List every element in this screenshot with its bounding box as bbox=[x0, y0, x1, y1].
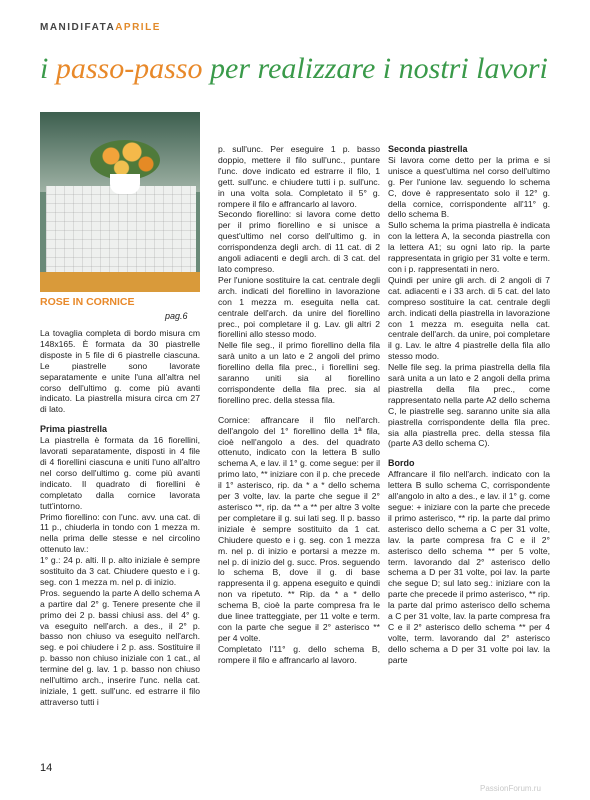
tablecloth-photo bbox=[40, 112, 200, 292]
page-title: i passo-passo per realizzare i nostri lavori bbox=[40, 52, 548, 85]
column-2 bbox=[218, 144, 380, 666]
magazine-header: MANIDIFATAAPRILE bbox=[40, 22, 161, 33]
heading-seconda-piastrella: Seconda piastrella bbox=[388, 144, 468, 154]
paragraph: 1° g.: 24 p. alti. Il p. alto iniziale è sempre sostituito da 3 cat. Chiudere questo e i g. seg. con 1 mezza m. nel p. di inizio. bbox=[40, 555, 200, 587]
watermark: PassionForum.ru bbox=[480, 784, 541, 793]
paragraph: La piastrella è formata da 16 fiorellini, lavorati separatamente, disposti in 4 file di 4 fiorellini ciascuna e uniti l'uno all'altro nel corso dell'ultimo g. come più avanti indicato. Il quadrato di fiorellini è completato dalla cornice lavorata tutt'intorno. bbox=[40, 435, 200, 511]
column-3 bbox=[388, 144, 550, 666]
paragraph: Nelle file seg. la prima piastrella della fila sarà unita a un lato e 2 angoli della prima piastrella della fila prec., come rappresentato nella parte A2 dello schema C, le piastrelle seg. saranno unite sia alla piastrella corrispondente della fila prec. sia alla piastrella prec. della stessa fila (parte A3 dello schema C). bbox=[388, 362, 550, 449]
paragraph: Si lavora come detto per la prima e si unisce a quest'ultima nel corso dell'ultimo g. Per l'unione lav. seguendo lo schema C, dove è rappresentato solo il 12° g. della cornice, corrispondente all'11° g. dello schema B. bbox=[388, 154, 550, 220]
paragraph: Completato l'11° g. dello schema B, rompere il filo e affrancarlo al lavoro. bbox=[218, 643, 380, 665]
paragraph: Sullo schema la prima piastrella è indicata con la lettera A, la seconda piastrella con la lettera A1; su ogni lato rip. la parte rappresentata in grigio per 31 volte e term. con i p. rappresentati in nero. bbox=[388, 220, 550, 274]
paragraph: p. sull'unc. Per eseguire 1 p. basso doppio, mettere il filo sull'unc., puntare l'unc. dove indicato ed estrarre il filo, 1 gett. sull'unc. e chiudere tutti i p. sull'unc. in una volta sola. Completato il 5° g. rompere il filo e affrancarlo al lavoro. bbox=[218, 144, 380, 209]
paragraph: Primo fiorellino: con l'unc. avv. una cat. di 11 p., chiuderla in tondo con 1 mezza m. nella prima delle stesse e nel circolino ottenuto lav.: bbox=[40, 511, 200, 555]
intro-text: La tovaglia completa di bordo misura cm 148x165. È formata da 30 piastrelle disposte in 5 file di 6 piastrelle ciascuna. Le piastrelle sono lavorate separatamente e unite l'una all'altra nel corso dell'ultimo g. come più avanti indicato. La piastrella misura circa cm 27 di lato. bbox=[40, 328, 200, 415]
paragraph: Pros. seguendo la parte A dello schema A a partire dal 2° g. Tenere presente che il primo dei 2 p. bassi chiusi ass. del 4° g. va eseguito nell'arch. a des., il 2° p. basso non chiuso va eseguito nell'arch. seg. e poi chiudere i 2 p. ass. Sostituire il p. basso non chiuso iniziale con 1 cat., al termine del g. lav. 1 p. basso non chiuso nell'ultimo arch., inserire l'unc. nella cat. iniziale, 1 gett. sull'unc. ed estrarre il filo attraverso tutti i bbox=[40, 587, 200, 707]
paragraph: Per l'unione sostituire la cat. centrale degli arch. indicati del fiorellino in lavorazione con 1 mezza m. eseguita nella cat. centrale dell'arch. da unire del fiorellino prec., poi completare il g. Lav. gli altri 2 fiorellini allo stesso modo. bbox=[218, 274, 380, 340]
page-reference: pag.6 bbox=[165, 311, 188, 321]
paragraph: Nelle file seg., il primo fiorellino della fila sarà unito a un lato e 2 angoli del primo fiorellino della fila prec., i fiorellini seg. saranno uniti sia al fiorellino corrispondente della fila prec. sia al fiorellino prec. della stessa fila. bbox=[218, 340, 380, 405]
paragraph: Cornice: affrancare il filo nell'arch. dell'angolo del 1° fiorellino della 1ª fila, cioè nell'angolo a des. del quadrato ottenuto, indicato con la lettera B sullo schema A, e lav. il 1° g. come segue: per il primo lato, ** iniziare con il p. che precede il 1° asterisco, rip. da * a * dello schema per 3 volte, lav. la parte che segue il 2° asterisco **, rip. da ** a ** per altre 3 volte per completare il g. sui lati seg. Il p. basso iniziale è sempre sostituito da 1 cat. Chiudere questo e i g. seg. con 1 mezza m. nel p. di inizio e portarsi a mezze m. nel p. di inizio del g. succ. Pros. seguendo lo schema B, dove il g. di base rappresenta il g. appena eseguito e quindi non va ripetuto. ** Rip. da * a * dello schema B, cioè la parte compresa fra le due linee tratteggiate, per 11 volte e term. con la parte che segue il 2° asterisco ** per 4 volte. bbox=[218, 414, 380, 643]
heading-bordo: Bordo bbox=[388, 458, 415, 469]
paragraph: Affrancare il filo nell'arch. indicato con la lettera B sullo schema C, corrispondente all'angolo in alto a des., e lav. il 1° g. come segue: + iniziare con la parte che precede il primo asterisco, ** rip. la parte dal primo asterisco dello schema a C per 31 volte, lav. la parte compresa fra C e il 2° asterisco dello schema ** per 5 volte, term. lavorando dal 2° asterisco dello schema a D per 31 volte, poi lav. la parte che segue D; sul lato seg.: iniziare con la parte che precede il primo asterisco, ** rip. la parte dal primo asterisco dello schema a C per 31 volte, lav. la parte compresa fra C e il 2° asterisco dello schema ** per 4 volte, term. lavorando dal 2° asterisco dello schema a D per 31 volte poi lav. la parte bbox=[388, 469, 550, 665]
paragraph: Quindi per unire gli arch. di 2 angoli di 7 cat. adiacenti e i 33 arch. di 5 cat. del lato compreso sostituire la cat. centrale degli arch. indicati della piastrella in lavorazione con 1 mezza m. eseguita nella cat. centrale dell'arch. da unire, poi completare il g. Lav. le altre 4 piastrelle della fila allo stesso modo. bbox=[388, 274, 550, 362]
column-1 bbox=[40, 328, 200, 708]
paragraph: Secondo fiorellino: si lavora come detto per il primo fiorellino e si unisce a quest'ultimo nel corso dell'ultimo g. in corrispondenza degli arch. di 11 cat. di 2 angoli adiacenti e degli arch. di 3 cat. del lato compreso. bbox=[218, 209, 380, 274]
section-title: ROSE IN CORNICE bbox=[40, 296, 135, 308]
heading-prima-piastrella: Prima piastrella bbox=[40, 424, 108, 435]
page-number: 14 bbox=[40, 762, 53, 774]
